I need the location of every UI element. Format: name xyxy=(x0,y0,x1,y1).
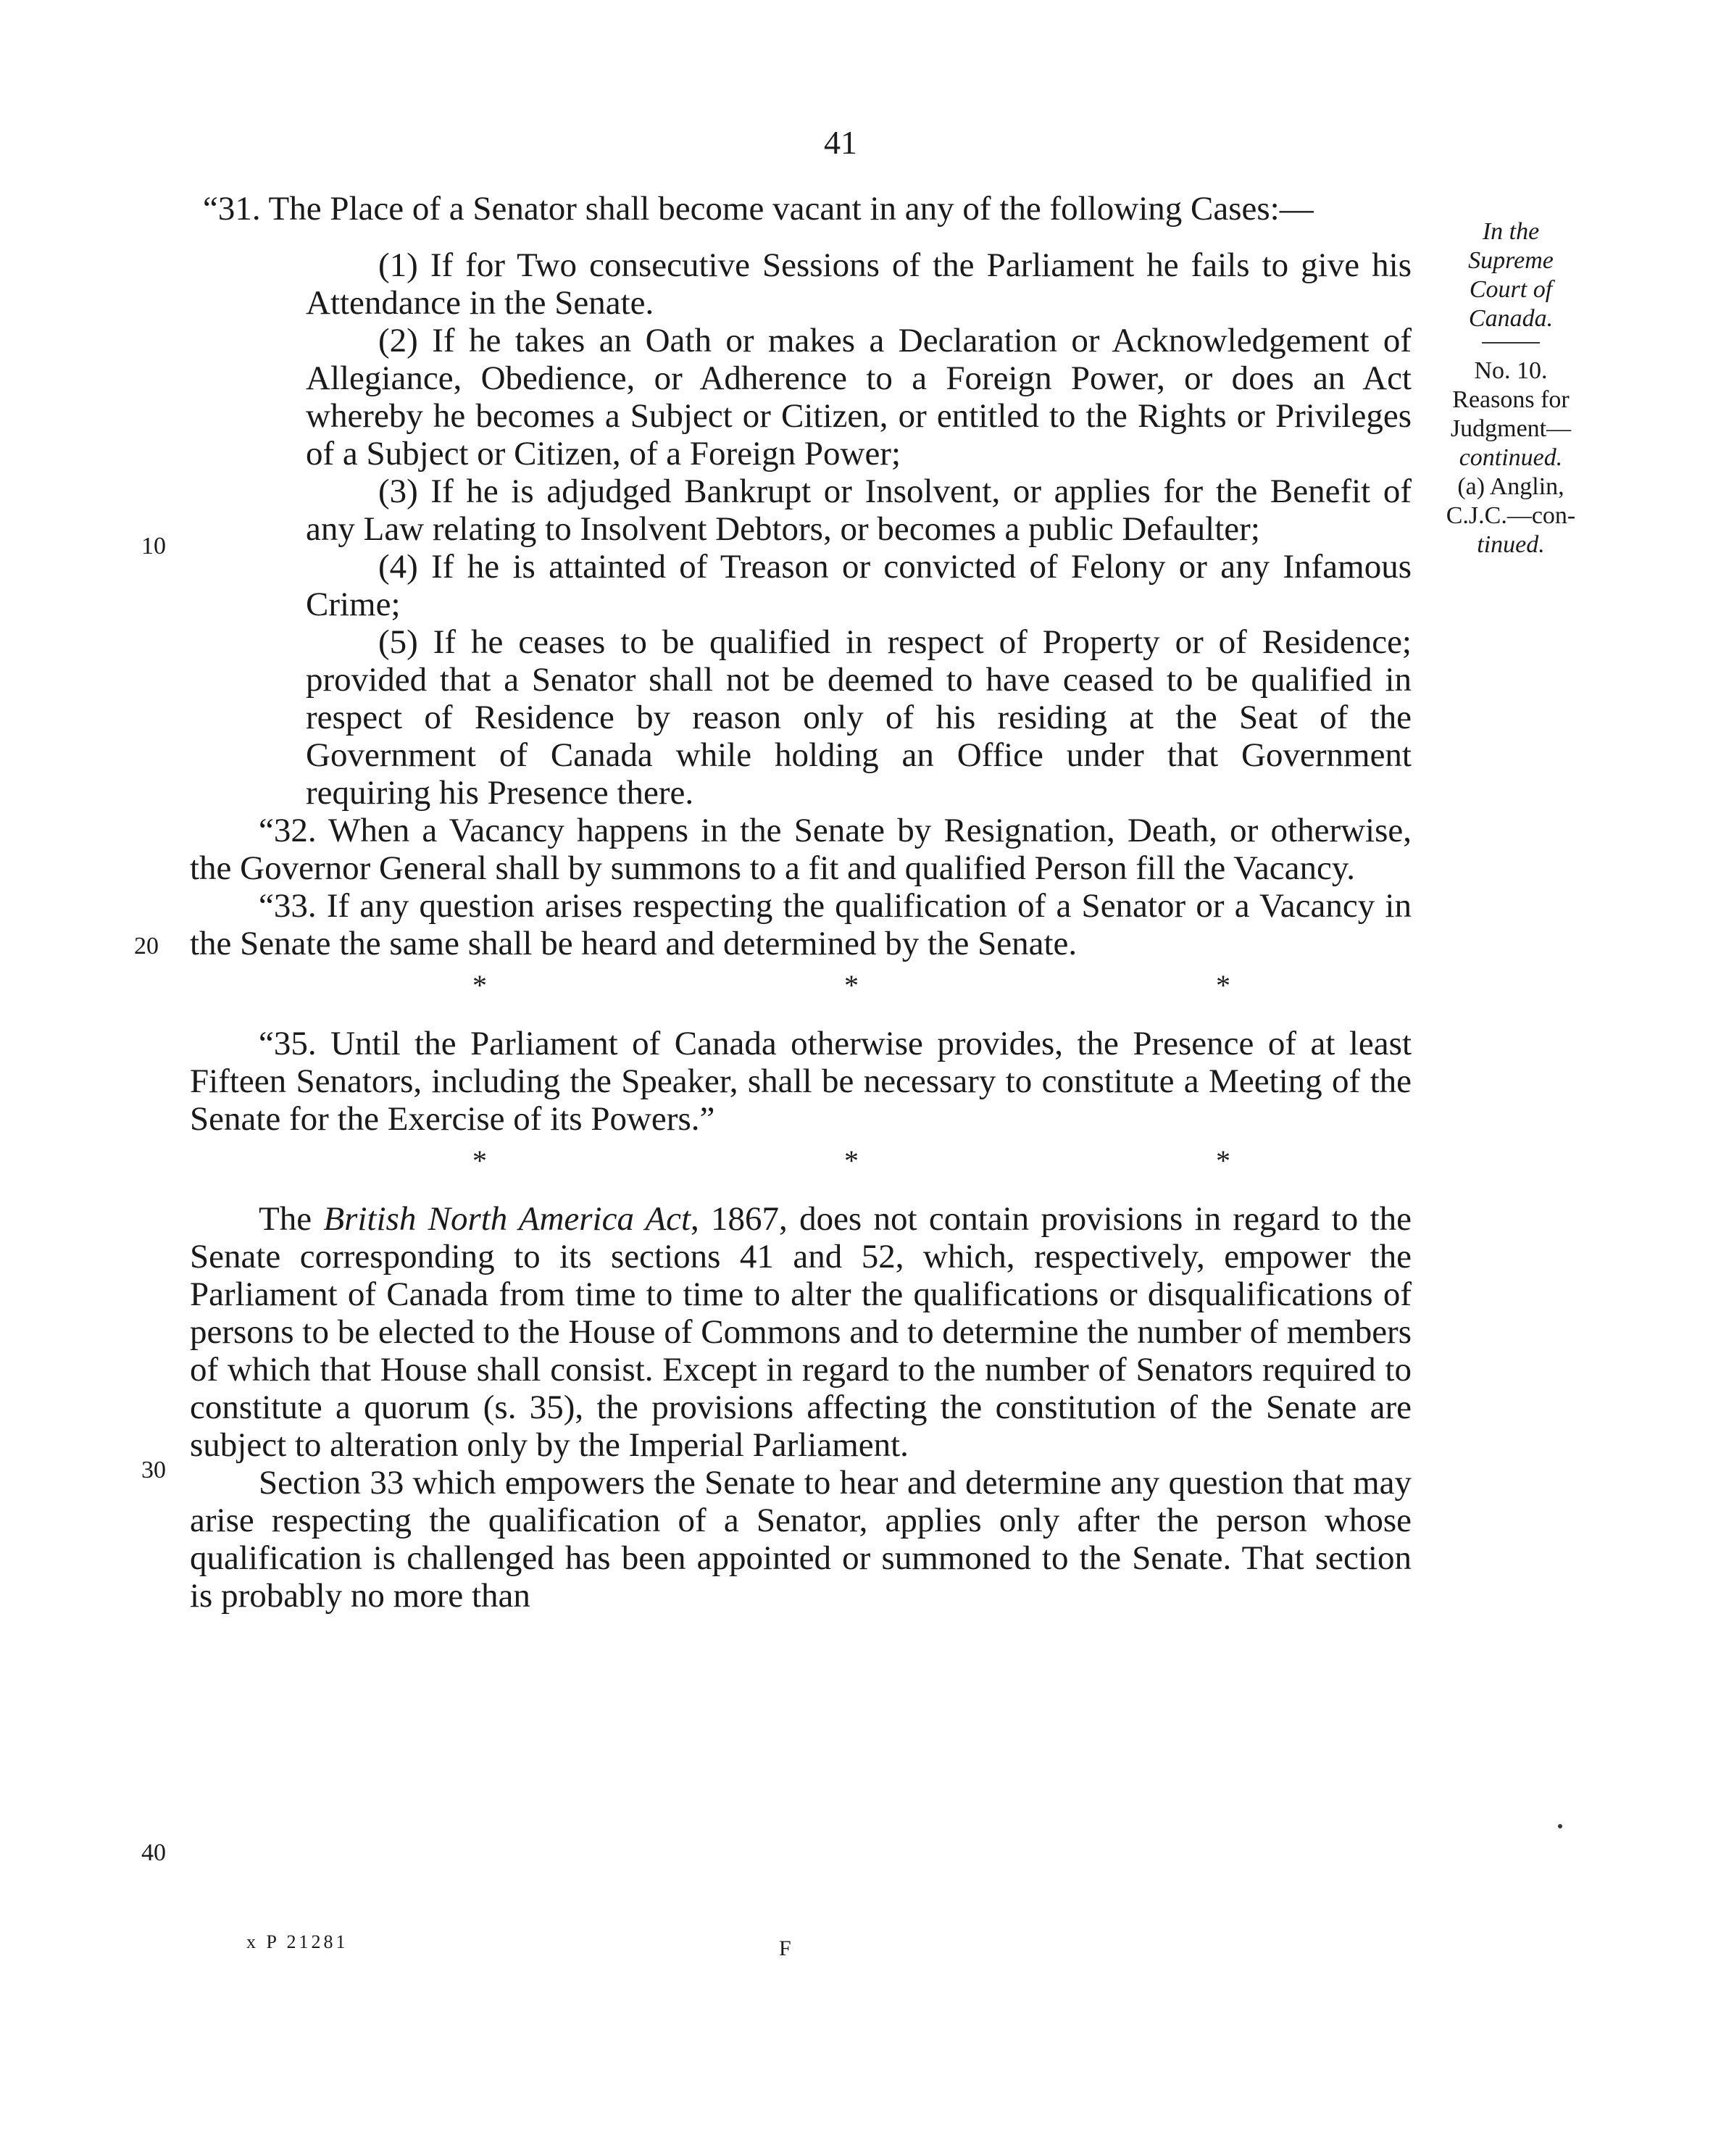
line-number-10: 10 xyxy=(141,533,166,559)
judge-line: (a) Anglin, xyxy=(1457,473,1564,500)
paragraph-lead: The xyxy=(259,1200,324,1238)
section-35: “35. Until the Parliament of Canada otherwise provides, the Presence of at least Fifteen Senators, including the Speaker, shall be necessary to constitute a Meeting of the Senate for the Exercise of its Powers.” xyxy=(190,1025,1412,1138)
paragraph-rest: , 1867, does not contain provisions in regard to the Senate corresponding to its sections 41 and 52, which, respectively, empower the Parliament of Canada from time to time to alter the qualifications or disqualifications of persons to be elected to the House of Commons and to determine the number of members of which that House shall consist. Except in regard to the number of Senators required to constitute a quorum (s. 35), the provisions affecting the constitution of the Senate are subject to alteration only by the Imperial Parliament. xyxy=(190,1200,1412,1464)
main-text xyxy=(190,190,1412,1615)
section-31-clause-4: (4) If he is attainted of Treason or convicted of Felony or any Infamous Crime; xyxy=(306,548,1412,623)
section-31-clause-5: (5) If he ceases to be qualified in respect of Property or of Residence; provided that a Senator shall not be deemed to have ceased to be qualified in respect of Residence by reason only of his residing at the Seat of the Government of Canada while holding an Office under that Government requiring his Presence there. xyxy=(306,623,1412,812)
margin-divider xyxy=(1482,342,1540,344)
paragraph-section-33: Section 33 which empowers the Senate to hear and determine any question that may arise respecting the qualification of a Senator, applies only after the person whose qualification is challenged has been appointed or summoned to the Senate. That section is probably no more than xyxy=(190,1464,1412,1615)
document-title-line: continued. xyxy=(1459,444,1563,471)
judge-line: C.J.C.—con- xyxy=(1446,502,1576,529)
stray-mark xyxy=(1558,1824,1562,1828)
section-31-clause-2: (2) If he takes an Oath or makes a Declaration or Acknowledgement of Allegiance, Obedience, or Adherence to a Foreign Power, or does an Act whereby he becomes a Subject or Citizen, or entitled to the Rights or Privileges of a Subject or Citizen, of a Foreign Power; xyxy=(306,322,1412,473)
court-name-line: Canada. xyxy=(1468,305,1554,332)
star: * xyxy=(1216,969,1230,1002)
omission-stars xyxy=(190,1142,1412,1180)
signature-mark: F xyxy=(779,1936,791,1960)
line-number-40: 40 xyxy=(141,1839,166,1866)
section-32: “32. When a Vacancy happens in the Senate by Resignation, Death, or otherwise, the Governor General shall by summons to a fit and qualified Person fill the Vacancy. xyxy=(190,812,1412,887)
document-title-line: Reasons for xyxy=(1452,386,1570,413)
section-33: “33. If any question arises respecting the qualification of a Senator or a Vacancy in the Senate the same shall be heard and determined by the Senate. xyxy=(190,887,1412,962)
section-31-intro: “31. The Place of a Senator shall become vacant in any of the following Cases:— xyxy=(203,190,1314,228)
line-number-30: 30 xyxy=(141,1457,166,1483)
document-title-line: Judgment— xyxy=(1450,415,1572,442)
act-title: British North America Act xyxy=(323,1200,691,1238)
line-number-20: 20 xyxy=(134,933,159,960)
star: * xyxy=(472,1144,487,1177)
star: * xyxy=(1216,1144,1230,1177)
star: * xyxy=(844,969,859,1002)
star: * xyxy=(844,1144,859,1177)
omission-stars xyxy=(190,967,1412,1004)
star: * xyxy=(472,969,487,1002)
section-31-clause-3: (3) If he is adjudged Bankrupt or Insolvent, or applies for the Benefit of any Law relating to Insolvent Debtors, or becomes a public Defaulter; xyxy=(306,473,1412,548)
margin-note xyxy=(1438,217,1583,559)
court-name-line: Supreme xyxy=(1468,247,1554,274)
page-number: 41 xyxy=(824,124,857,161)
printer-code: x P 21281 xyxy=(246,1931,349,1952)
paragraph-bna-act xyxy=(190,1200,1412,1464)
section-31-clause-1: (1) If for Two consecutive Sessions of the Parliament he fails to give his Attendance in the Senate. xyxy=(306,246,1412,322)
document-number: No. 10. xyxy=(1474,357,1548,384)
judge-line: tinued. xyxy=(1477,531,1545,558)
court-name-line: Court of xyxy=(1469,276,1553,303)
court-name-line: In the xyxy=(1482,218,1540,245)
